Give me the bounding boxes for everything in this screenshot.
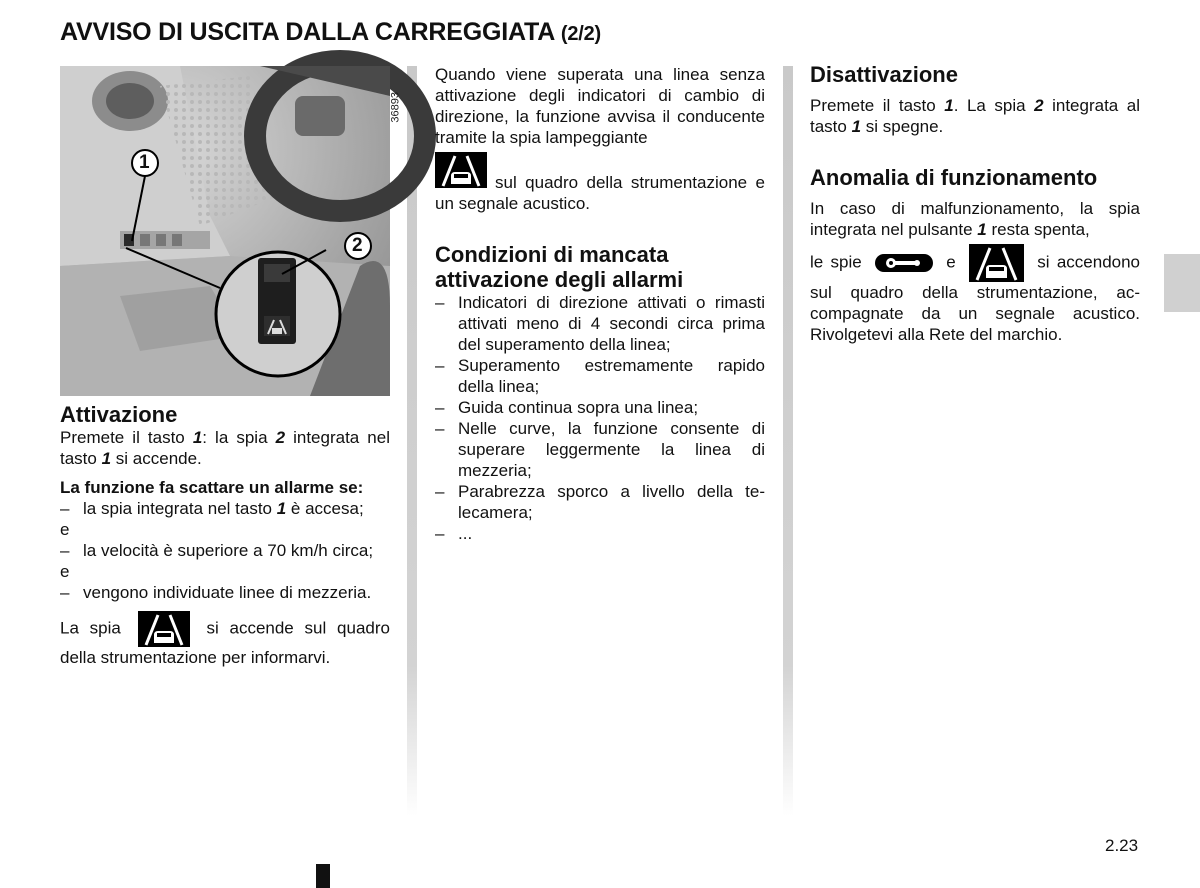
lane-departure-warning-icon bbox=[969, 244, 1024, 282]
deactivation-heading: Disattivazione bbox=[810, 62, 958, 87]
malfunction-text: In caso di malfunzionamento, la spia integrata nel pulsante 1 resta spenta, bbox=[810, 199, 1140, 239]
page-title bbox=[60, 18, 601, 47]
malfunction-icons-line: le spie e si accendono sul quadro della strumentazione, accompagnate da un segnale acustico. Rivolgetevi alla Rete del marchio. bbox=[810, 244, 1140, 345]
alarm-conditions bbox=[60, 498, 390, 519]
page-number: 2.23 bbox=[1105, 836, 1139, 855]
callout-2: 2 bbox=[352, 235, 363, 256]
middle-column bbox=[435, 64, 765, 544]
list-item: – Indicatori di direzione attivati o rimasti attivati meno di 4 secondi circa prima del superamento della linea; bbox=[435, 292, 765, 355]
activation-heading: Attivazione bbox=[60, 402, 178, 427]
alarm-intro: La funzione fa scattare un allarme se: bbox=[60, 478, 364, 497]
figure-ref-number: 36893 bbox=[390, 92, 402, 123]
malfunction-heading: Anomalia di funzionamento bbox=[810, 165, 1098, 190]
list-item: – Nelle curve, la funzione consente di superare leggermente la linea di mezzeria; bbox=[435, 418, 765, 481]
no-alarm-list bbox=[435, 292, 765, 544]
intro-text: Quando viene superata una linea senza attivazione degli indicatori di cambio di direzione, la funzione avvisa il conducente tramite la spia lampeggiante bbox=[435, 65, 765, 147]
list-item: – Parabrezza sporco a livello della telecamera; bbox=[435, 481, 765, 523]
lamp-note: La spia si accende sul quadro della strumentazione per informarvi. bbox=[60, 611, 390, 668]
intro-text-end: sul quadro della strumentazione e un segnale acustico. bbox=[435, 173, 765, 213]
conjunction: e bbox=[60, 520, 70, 539]
list-item: – la spia integrata nel tasto 1 è accesa; bbox=[60, 498, 390, 519]
list-item: – vengono individuate linee di mezzeria. bbox=[60, 582, 390, 603]
activation-text: Premete il tasto 1: la spia 2 integrata nel tasto 1 si accende. bbox=[60, 428, 390, 468]
list-item: – ... bbox=[435, 523, 765, 544]
right-column bbox=[810, 62, 1140, 345]
no-alarm-heading: Condizioni di mancata attivazione degli allarmi bbox=[435, 242, 684, 292]
deactivation-text: Premete il tasto 1. La spia 2 integrata al tasto 1 si spegne. bbox=[810, 96, 1140, 136]
page-title-main: AVVISO DI USCITA DALLA CARREGGIATA bbox=[60, 18, 555, 46]
crop-mark bbox=[316, 864, 330, 888]
list-item: – la velocità è superiore a 70 km/h circa; bbox=[60, 540, 390, 561]
list-item: – Superamento estremamente rapido della linea; bbox=[435, 355, 765, 397]
wrench-icon bbox=[875, 254, 933, 272]
chapter-tab bbox=[1164, 254, 1200, 312]
callout-1: 1 bbox=[139, 152, 150, 173]
page-title-part: (2/2) bbox=[560, 23, 601, 45]
lane-departure-warning-icon bbox=[435, 152, 487, 188]
lane-departure-warning-icon bbox=[138, 611, 190, 647]
conjunction: e bbox=[60, 562, 70, 581]
dashboard-photo bbox=[60, 66, 402, 396]
left-column bbox=[60, 62, 402, 668]
column-divider bbox=[783, 66, 793, 816]
list-item: – Guida continua sopra una linea; bbox=[435, 397, 765, 418]
